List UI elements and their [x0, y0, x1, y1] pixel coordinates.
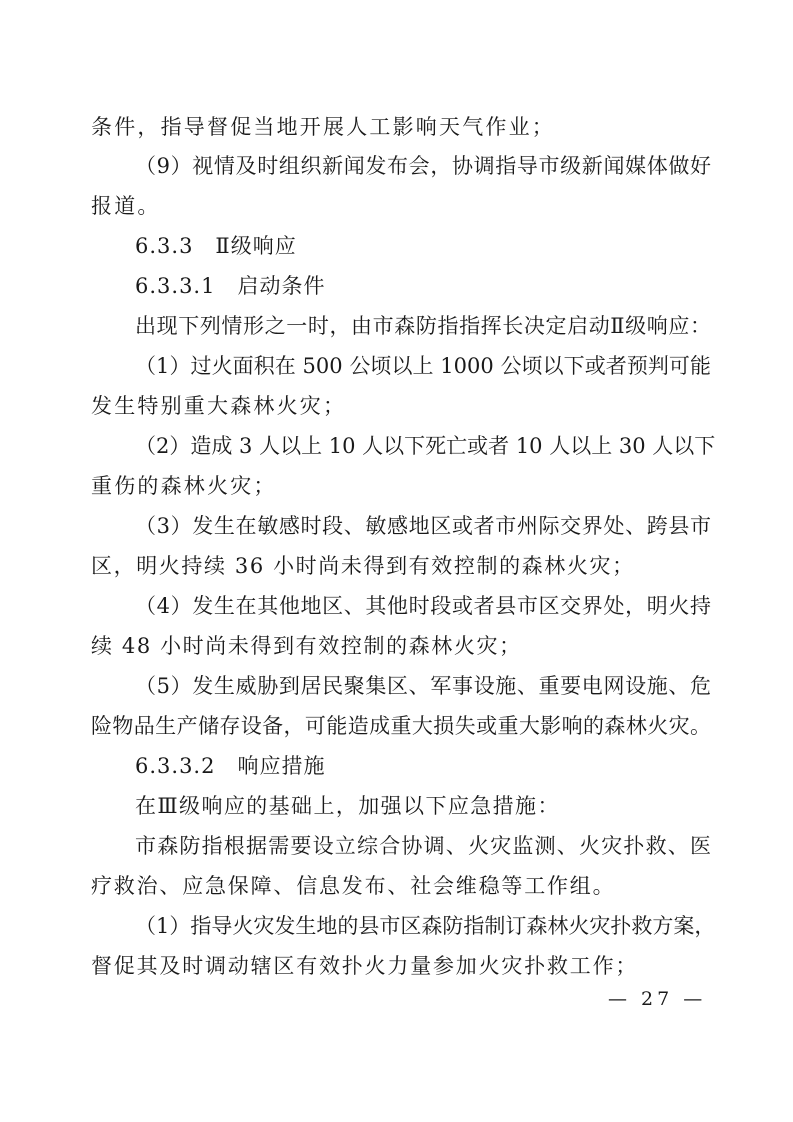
list-item-line: （2）造成 3 人以上 10 人以下死亡或者 10 人以上 30 人以下: [135, 434, 716, 458]
section-heading: 6.3.3 Ⅱ级响应: [135, 234, 297, 258]
list-item-line: 发生特别重大森林火灾；: [91, 394, 347, 418]
list-item-line: 区，明火持续 36 小时尚未得到有效控制的森林火灾；: [91, 554, 635, 578]
paragraph-line: 在Ⅲ级响应的基础上，加强以下应急措施：: [135, 794, 560, 818]
list-item-line: 重伤的森林火灾；: [91, 474, 277, 498]
list-item-line: 险物品生产储存设备，可能造成重大损失或重大影响的森林火灾。: [91, 714, 711, 738]
list-item-line: （5）发生威胁到居民聚集区、军事设施、重要电网设施、危: [135, 674, 711, 698]
list-item-line: 督促其及时调动辖区有效扑火力量参加火灾扑救工作；: [91, 954, 639, 978]
paragraph-line: （9）视情及时组织新闻发布会，协调指导市级新闻媒体做好: [135, 154, 711, 178]
paragraph-line: 市森防指根据需要设立综合协调、火灾监测、火灾扑救、医: [135, 834, 711, 858]
list-item-line: （1）过火面积在 500 公顷以上 1000 公顷以下或者预判可能: [135, 354, 711, 378]
list-item-line: （3）发生在敏感时段、敏感地区或者市州际交界处、跨县市: [135, 514, 711, 538]
paragraph-line: 疗救治、应急保障、信息发布、社会维稳等工作组。: [91, 874, 616, 898]
subsection-heading: 6.3.3.1 启动条件: [135, 274, 326, 298]
list-item-line: （4）发生在其他地区、其他时段或者县市区交界处，明火持: [135, 594, 711, 618]
list-item-line: 续 48 小时尚未得到有效控制的森林火灾；: [91, 634, 522, 658]
page-number: — 27 —: [608, 988, 707, 1010]
paragraph-line: 出现下列情形之一时，由市森防指指挥长决定启动Ⅱ级响应：: [135, 314, 711, 338]
subsection-heading: 6.3.3.2 响应措施: [135, 754, 326, 778]
list-item-line: （1）指导火灾发生地的县市区森防指制订森林火灾扑救方案，: [135, 914, 716, 938]
paragraph-line: 条件，指导督促当地开展人工影响天气作业；: [91, 115, 555, 139]
paragraph-line: 报道。: [91, 194, 161, 218]
